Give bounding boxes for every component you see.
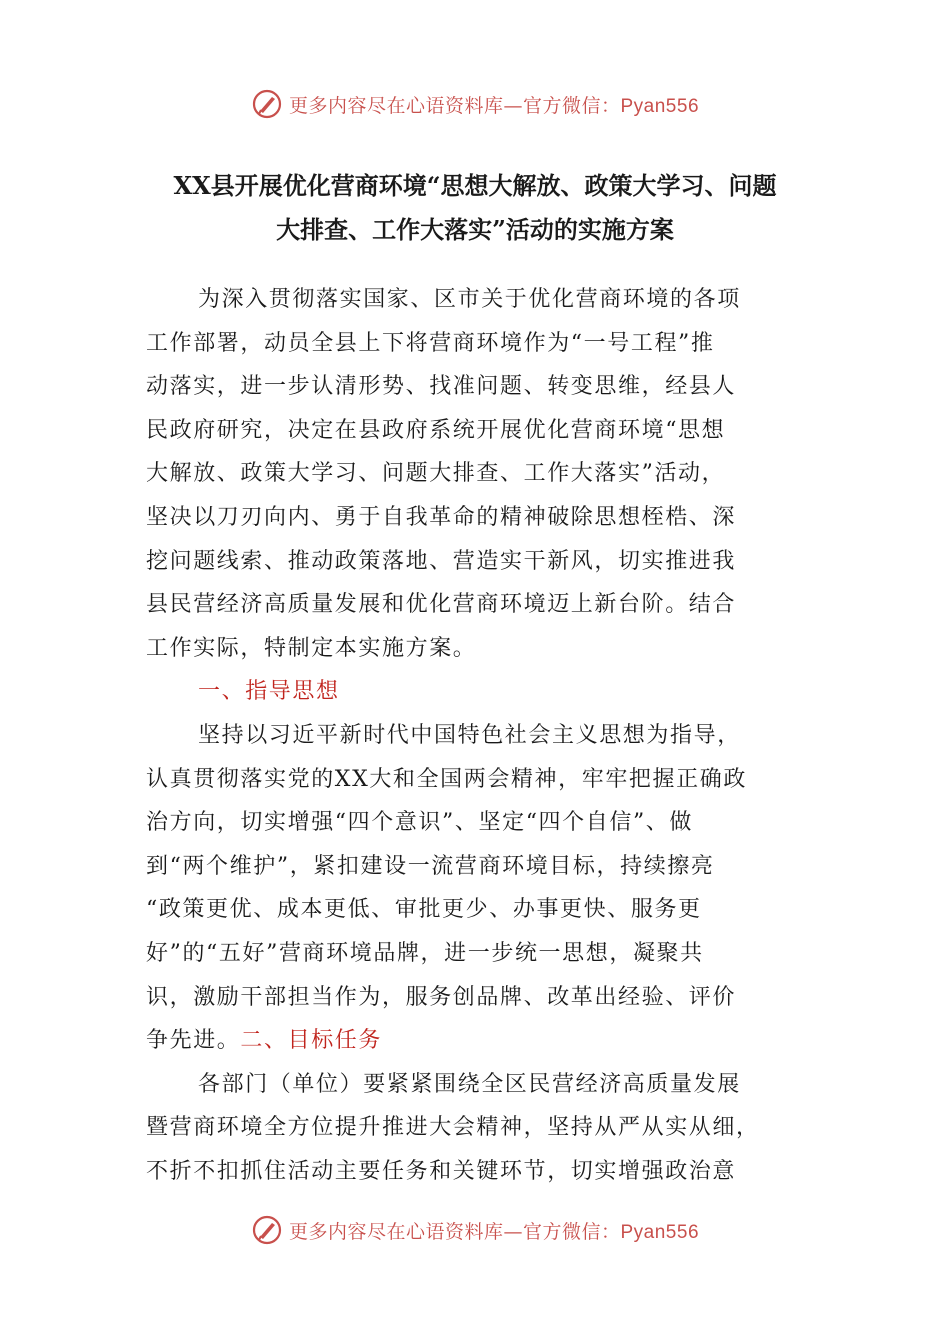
paragraph-line: 挖问题线索、推动政策落地、营造实干新风，切实推进我 [146, 548, 737, 574]
paragraph-line: 工作实际，特制定本实施方案。 [146, 635, 477, 661]
paragraph-line: “政策更优、成本更低、审批更少、办事更快、服务更 [146, 897, 702, 923]
watermark-wechat-id: Pyan556 [620, 95, 700, 117]
paragraph-line: 暨营商环境全方位提升推进大会精神，坚持从严从实从细， [146, 1115, 760, 1141]
paragraph-line: 坚持以习近平新时代中国特色社会主义思想为指导， [198, 722, 741, 748]
footer-watermark [0, 1210, 950, 1250]
paragraph-line [146, 1019, 806, 1063]
paragraph-line: 治方向，切实增强“四个意识”、坚定“四个自信”、做 [146, 810, 693, 836]
section-heading-guiding-ideology: 一、指导思想 [198, 679, 340, 705]
title-line: XX县开展优化营商环境“思想大解放、政策大学习、问题 [173, 171, 777, 200]
paragraph-line: 各部门（单位）要紧紧围绕全区民营经济高质量发展 [198, 1071, 741, 1097]
paragraph-line: 大解放、政策大学习、问题大排查、工作大落实”活动， [146, 461, 726, 487]
document-body [146, 278, 806, 1193]
quill-pen-icon [251, 88, 283, 120]
paragraph-line: 工作部署，动员全县上下将营商环境作为“一号工程”推 [146, 330, 715, 356]
watermark-text: 更多内容尽在心语资料库—官方微信：Pyan556 [288, 1220, 700, 1243]
paragraph-line: 县民营经济高质量发展和优化营商环境迈上新台阶。结合 [146, 592, 737, 618]
paragraph-line: 好”的“五好”营商环境品牌，进一步统一思想，凝聚共 [146, 940, 704, 966]
paragraph-line: 动落实，进一步认清形势、找准问题、转变思维，经县人 [146, 374, 737, 400]
paragraph-line: 不折不扣抓住活动主要任务和关键环节，切实增强政治意 [146, 1158, 737, 1184]
paragraph-line: 为深入贯彻落实国家、区市关于优化营商环境的各项 [198, 287, 741, 312]
paragraph-line: 认真贯彻落实党的XX大和全国两会精神，牢牢把握正确政 [146, 766, 747, 792]
quill-pen-icon [251, 1214, 283, 1246]
document-title [120, 164, 830, 252]
title-line: 大排查、工作大落实”活动的实施方案 [276, 215, 674, 244]
header-watermark [0, 84, 950, 124]
paragraph-line-end: 争先进。 [146, 1028, 241, 1054]
paragraph-line: 民政府研究，决定在县政府系统开展优化营商环境“思想 [146, 417, 726, 443]
paragraph-line: 坚决以刀刃向内、勇于自我革命的精神破除思想桎梏、深 [146, 504, 737, 530]
paragraph-line: 到“两个维护”，紧扣建设一流营商环境目标，持续擦亮 [146, 853, 715, 879]
watermark-text: 更多内容尽在心语资料库—官方微信：Pyan556 [288, 94, 700, 117]
section-heading-goals-tasks: 二、目标任务 [240, 1028, 383, 1054]
watermark-wechat-id: Pyan556 [620, 1221, 700, 1243]
paragraph-line: 识，激励干部担当作为，服务创品牌、改革出经验、评价 [146, 984, 737, 1010]
